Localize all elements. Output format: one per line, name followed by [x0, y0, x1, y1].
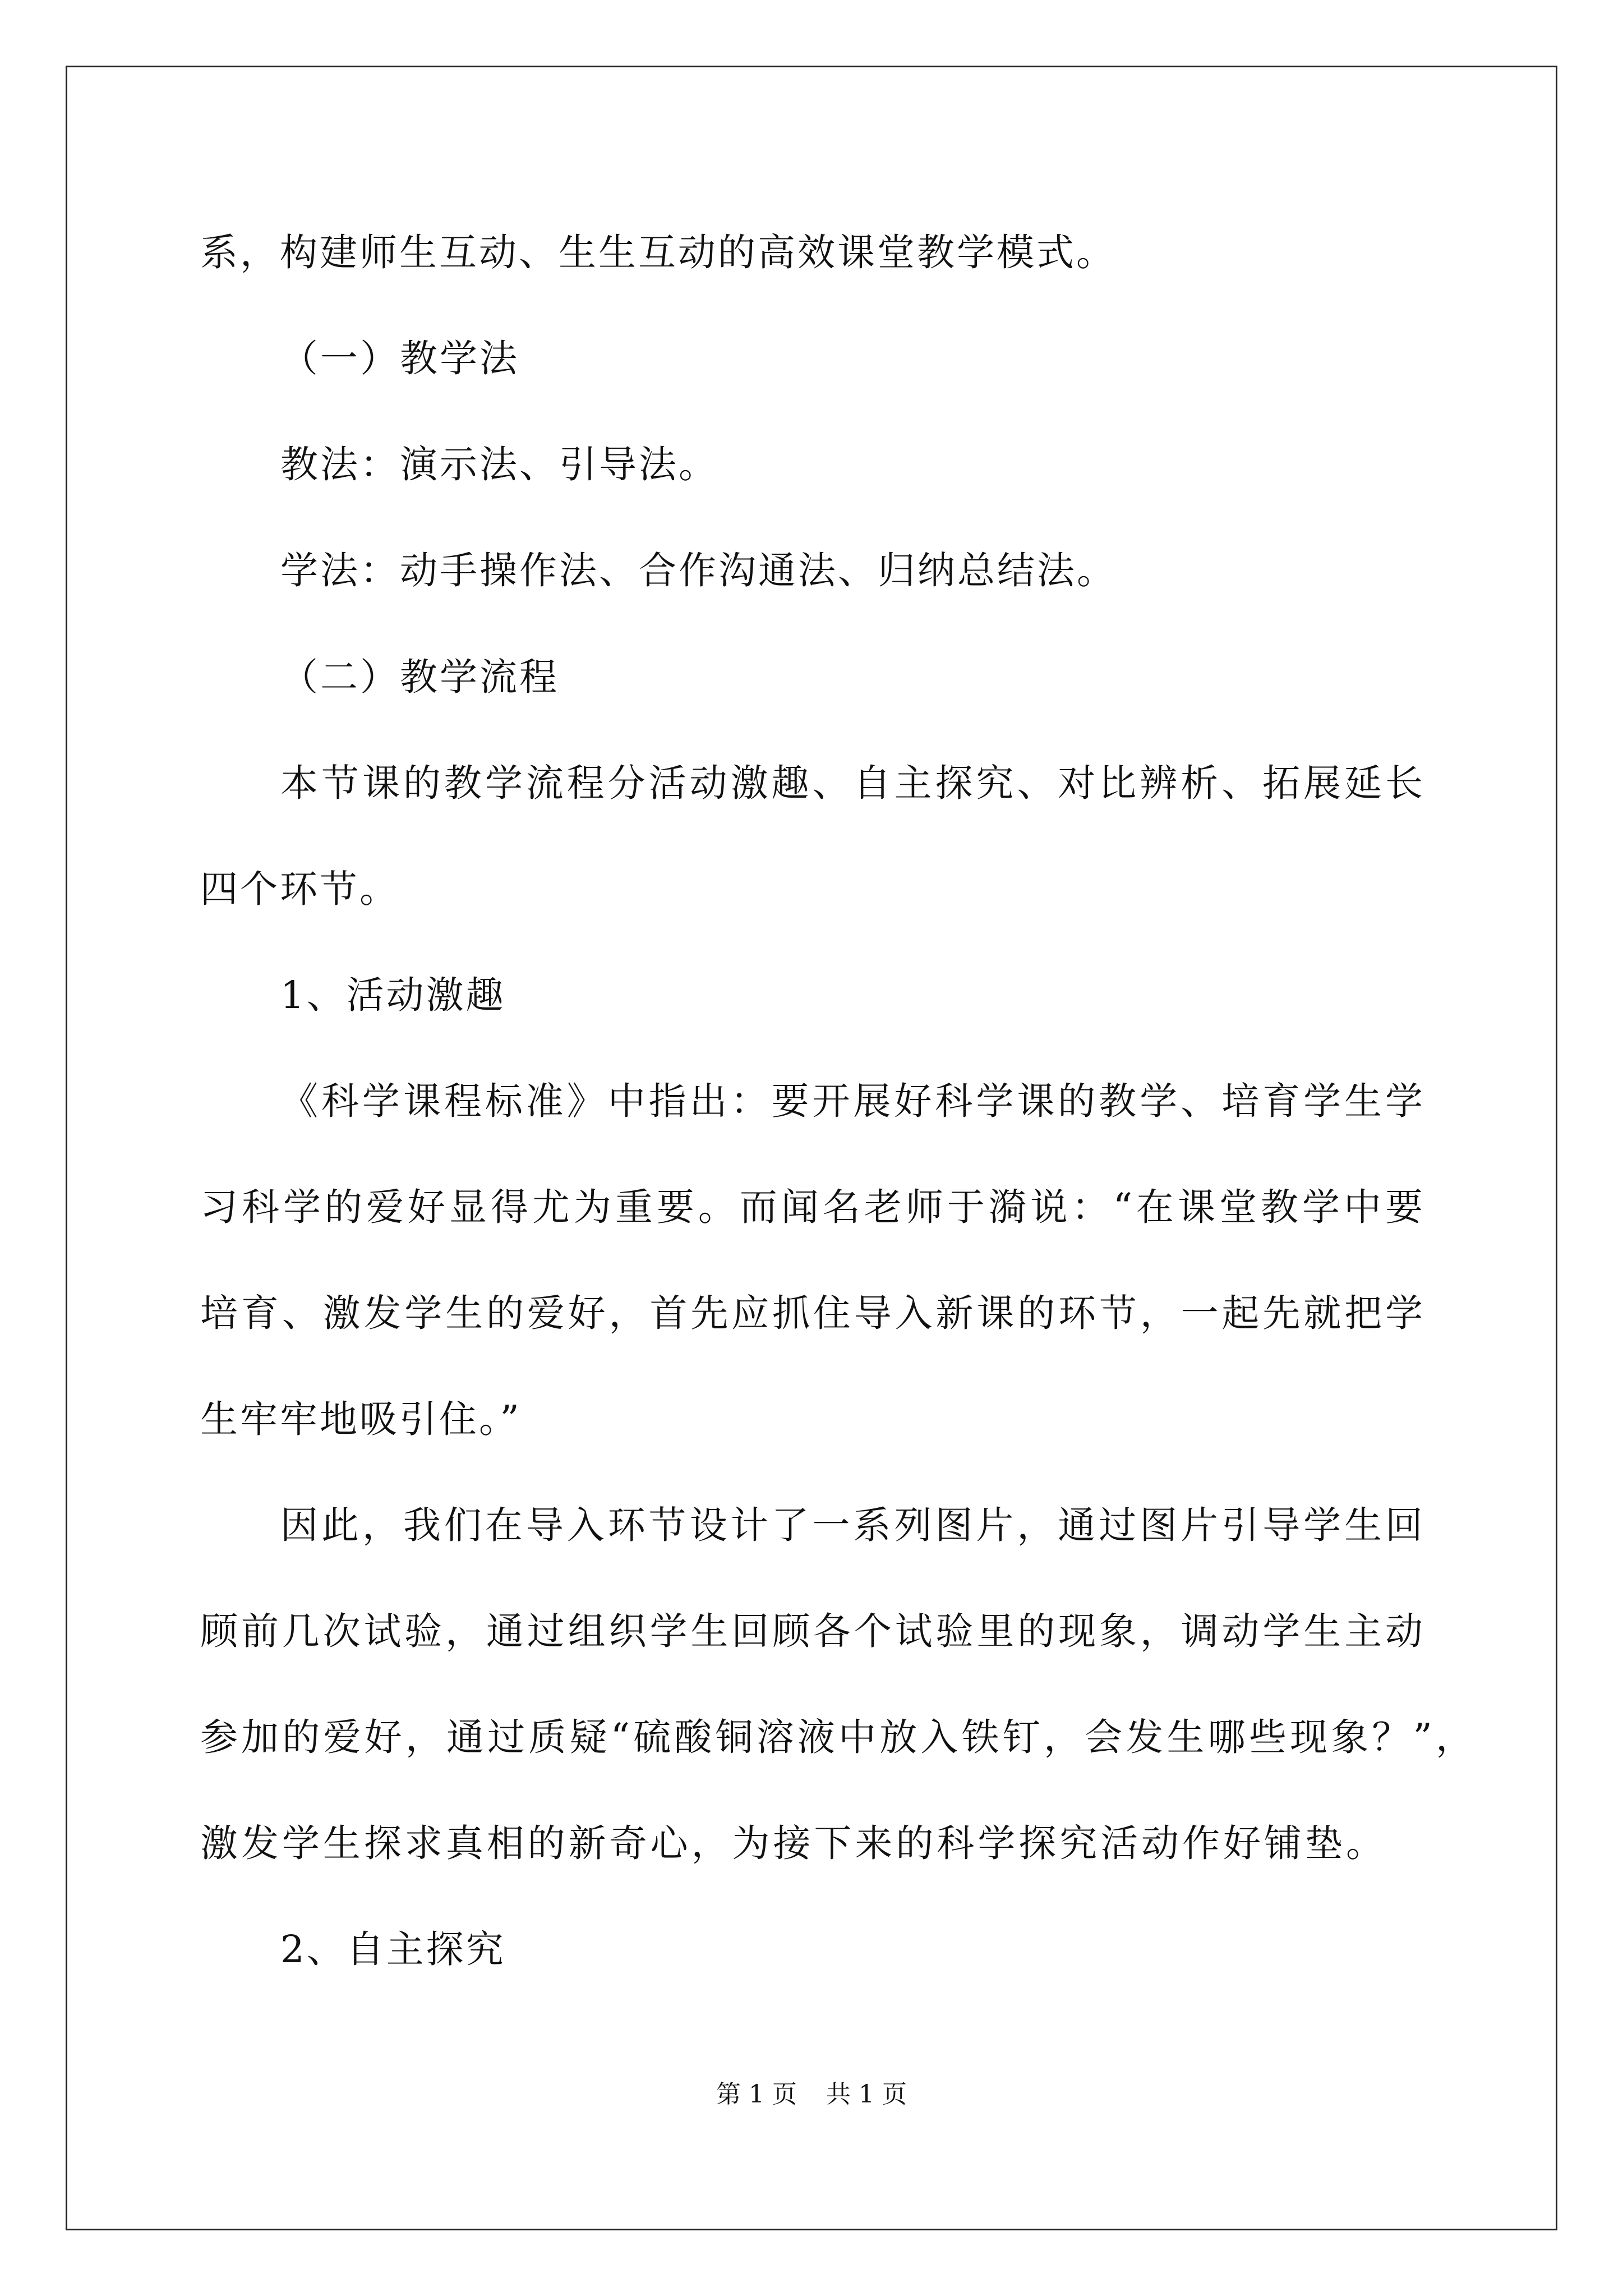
- text-line: 参加的爱好，通过质疑“硫酸铜溶液中放入铁钉，会发生哪些现象？”，: [200, 1715, 1473, 1759]
- text-line: 顾前几次试验，通过组织学生回顾各个试验里的现象，调动学生主动: [200, 1609, 1423, 1653]
- text-line: 学法：动手操作法、合作沟通法、归纳总结法。: [280, 549, 1117, 592]
- subsection-heading: 2、自主探究: [280, 1927, 506, 1971]
- text-line: 四个环节。: [200, 867, 399, 911]
- page-footer: [0, 2079, 1623, 2110]
- text-line: 《科学课程标准》中指出：要开展好科学课的教学、培育学生学: [280, 1079, 1423, 1123]
- page-number: 第 1 页: [716, 2080, 797, 2109]
- text-line: 习科学的爱好显得尤为重要。而闻名老师于漪说：“在课堂教学中要: [200, 1185, 1423, 1229]
- text-line: 生牢牢地吸引住。”: [200, 1397, 522, 1441]
- section-heading: （一）教学法: [280, 337, 519, 380]
- text-line: 系，构建师生互动、生生互动的高效课堂教学模式。: [200, 231, 1116, 274]
- subsection-heading: 1、活动激趣: [280, 973, 506, 1017]
- text-line: 本节课的教学流程分活动激趣、自主探究、对比辨析、拓展延长: [280, 761, 1423, 805]
- text-line: 培育、激发学生的爱好，首先应抓住导入新课的环节，一起先就把学: [200, 1291, 1423, 1335]
- text-line: 教法：演示法、引导法。: [280, 443, 718, 486]
- page-border: [66, 66, 1557, 2230]
- text-line: 激发学生探求真相的新奇心，为接下来的科学探究活动作好铺垫。: [200, 1821, 1384, 1865]
- section-heading: （二）教学流程: [280, 655, 559, 699]
- page-total: 共 1 页: [826, 2080, 907, 2109]
- text-line: 因此，我们在导入环节设计了一系列图片，通过图片引导学生回: [280, 1503, 1423, 1547]
